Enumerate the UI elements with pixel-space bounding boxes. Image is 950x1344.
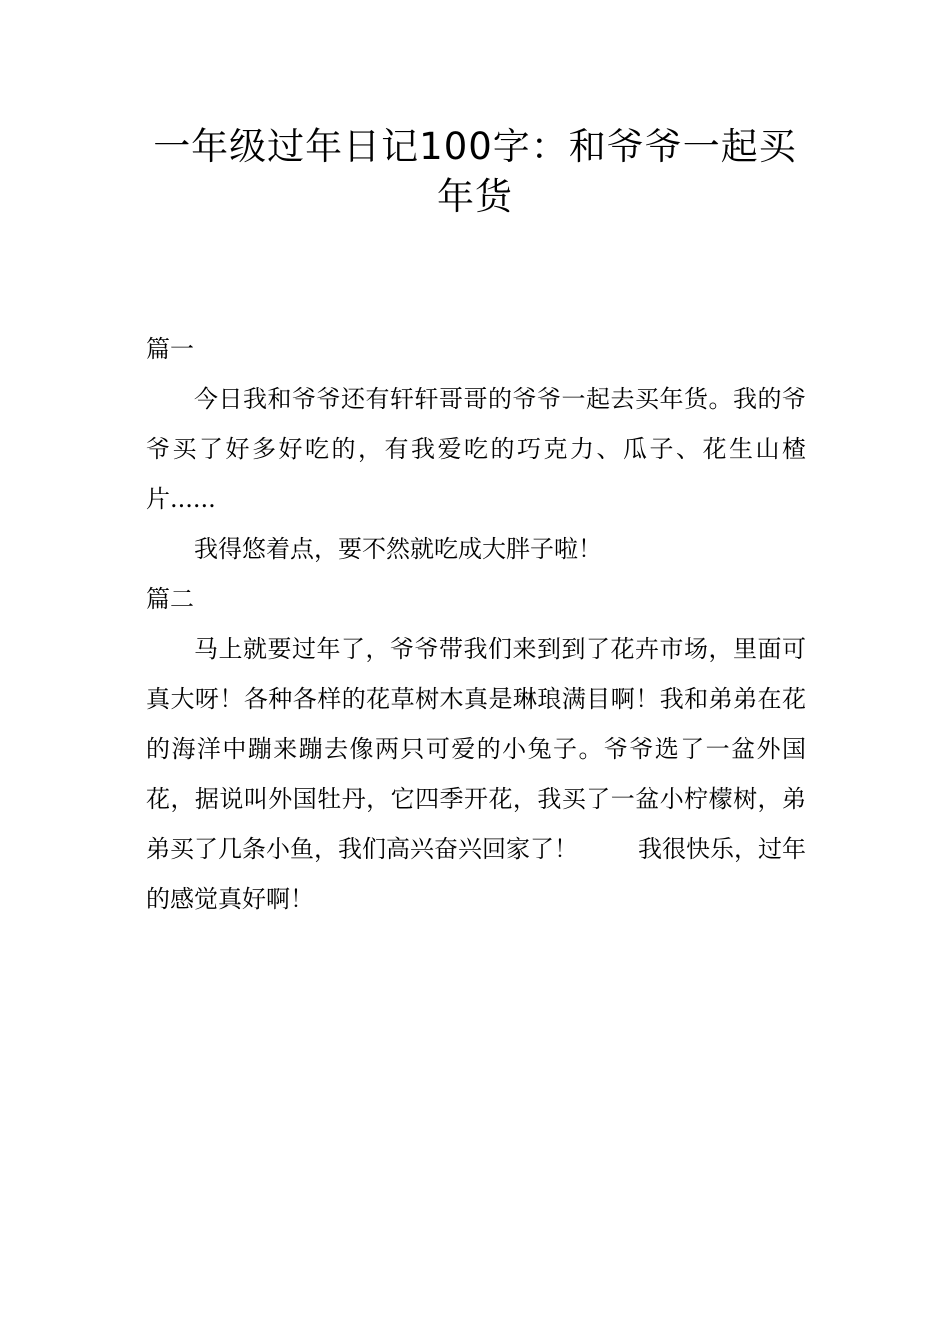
- section-2: [146, 574, 806, 924]
- paragraph: 我得悠着点，要不然就吃成大胖子啦！: [194, 535, 602, 563]
- paragraph-text: 马上就要过年了，爷爷带我们来到到了花卉市场，里面可真大呀！各种各样的花草树木真是琳琅满目啊！我和弟弟在花的海洋中蹦来蹦去像两只可爱的小兔子。爷爷选了一盆外国花，据说叫外国牡丹，它四季开花，我买了一盆小柠檬树，弟弟买了几条小鱼，我们高兴奋兴回家了！: [146, 635, 806, 863]
- section-1: [146, 324, 806, 574]
- closing-sentence: 我很快乐，过年的感觉真好啊！: [146, 835, 806, 913]
- section-label: 篇二: [146, 585, 194, 613]
- paragraph: 今日我和爷爷还有轩轩哥哥的爷爷一起去买年货。我的爷爷买了好多好吃的，有我爱吃的巧克力、瓜子、花生山楂片......: [146, 385, 806, 513]
- paragraph: [146, 624, 806, 924]
- section-label: 篇一: [146, 335, 194, 363]
- document-body: [146, 324, 806, 924]
- document-title: 一年级过年日记100字：和爷爷一起买年货: [153, 125, 797, 218]
